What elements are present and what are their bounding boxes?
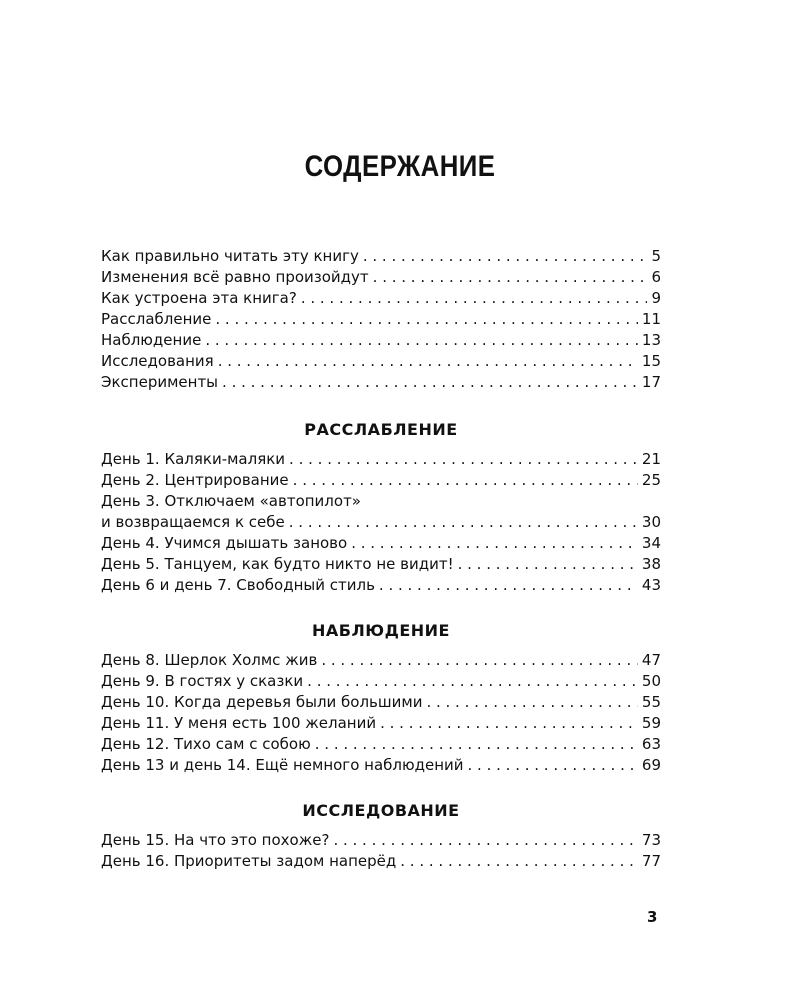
dot-leader — [222, 372, 638, 393]
toc-entry[interactable] — [101, 575, 661, 596]
toc-entry[interactable] — [101, 330, 661, 351]
toc-entry-page: 34 — [641, 534, 661, 552]
dot-leader — [215, 309, 638, 330]
toc-entry[interactable] — [101, 755, 661, 776]
dot-leader — [289, 449, 638, 470]
dot-leader — [301, 288, 648, 309]
toc-entry-page: 55 — [641, 693, 661, 711]
toc-entry-page: 73 — [641, 831, 661, 849]
toc-entry-label: День 15. На что это похоже? — [101, 831, 330, 849]
dot-leader — [315, 734, 638, 755]
section-heading: ИССЛЕДОВАНИЕ — [302, 801, 460, 820]
toc-entry-page: 15 — [641, 352, 661, 370]
toc-entry[interactable] — [101, 830, 661, 851]
toc-entry[interactable] — [101, 713, 661, 734]
dot-leader — [379, 575, 638, 596]
toc-entry-label: День 10. Когда деревья были большими — [101, 693, 423, 711]
toc-entry-page: 38 — [641, 555, 661, 573]
toc-entry-page: 69 — [641, 756, 661, 774]
toc-entry-label: День 9. В гостях у сказки — [101, 672, 304, 690]
dot-leader — [373, 267, 648, 288]
toc-entry[interactable] — [101, 671, 661, 692]
toc-entry-label: Изменения всё равно произойдут — [101, 268, 369, 286]
dot-leader — [458, 554, 638, 575]
dot-leader — [205, 330, 638, 351]
dot-leader — [289, 512, 638, 533]
toc-entry-label-line1[interactable]: День 3. Отключаем «автопилот» — [101, 492, 361, 510]
toc-entry-page: 13 — [641, 331, 661, 349]
toc-entry-label: День 1. Каляки-маляки — [101, 450, 286, 468]
toc-entry-page: 9 — [651, 289, 661, 307]
dot-leader — [363, 246, 648, 267]
dot-leader — [380, 713, 638, 734]
toc-entry[interactable] — [101, 267, 661, 288]
toc-entry-label: Исследования — [101, 352, 214, 370]
toc-entry[interactable] — [101, 351, 661, 372]
toc-entry[interactable] — [101, 554, 661, 575]
toc-entry[interactable] — [101, 372, 661, 393]
toc-entry-page: 11 — [641, 310, 661, 328]
dot-leader — [400, 851, 638, 872]
toc-entry-page: 5 — [651, 247, 661, 265]
page-number: 3 — [647, 908, 658, 926]
toc-entry-page: 21 — [641, 450, 661, 468]
toc-entry-label: День 8. Шерлок Холмс жив — [101, 651, 318, 669]
toc-entry-label: Расслабление — [101, 310, 212, 328]
dot-leader — [426, 692, 637, 713]
toc-entry-label: Как правильно читать эту книгу — [101, 247, 359, 265]
dot-leader — [468, 755, 638, 776]
toc-entry-label: и возвращаемся к себе — [101, 513, 285, 531]
toc-entry-label: День 4. Учимся дышать заново — [101, 534, 348, 552]
toc-entry-page: 47 — [641, 651, 661, 669]
dot-leader — [321, 650, 638, 671]
toc-entry[interactable] — [101, 246, 661, 267]
toc-entry-label: День 5. Танцуем, как будто никто не видит! — [101, 555, 454, 573]
toc-entry-label: День 13 и день 14. Ещё немного наблюдений — [101, 756, 464, 774]
toc-entry[interactable] — [101, 533, 661, 554]
toc-entry-label: День 2. Центрирование — [101, 471, 289, 489]
toc-entry[interactable] — [101, 449, 661, 470]
toc-entry[interactable] — [101, 734, 661, 755]
toc-entry-page: 59 — [641, 714, 661, 732]
toc-entry-page: 50 — [641, 672, 661, 690]
page-title: СОДЕРЖАНИЕ — [304, 150, 496, 183]
toc-entry-label: День 16. Приоритеты задом наперёд — [101, 852, 397, 870]
dot-leader — [333, 830, 637, 851]
dot-leader — [218, 351, 638, 372]
toc-entry-label: День 11. У меня есть 100 желаний — [101, 714, 377, 732]
section-heading: НАБЛЮДЕНИЕ — [312, 621, 450, 640]
toc-entry[interactable] — [101, 470, 661, 491]
toc-entry-page: 25 — [641, 471, 661, 489]
dot-leader — [307, 671, 638, 692]
toc-entry-label: Как устроена эта книга? — [101, 289, 297, 307]
toc-entry[interactable] — [101, 650, 661, 671]
toc-entry[interactable] — [101, 512, 661, 533]
toc-entry-page: 17 — [641, 373, 661, 391]
toc-entry-page: 77 — [641, 852, 661, 870]
toc-entry-label: День 12. Тихо сам с собою — [101, 735, 311, 753]
toc-entry-label: День 6 и день 7. Свободный стиль — [101, 576, 375, 594]
toc-entry[interactable] — [101, 851, 661, 872]
toc-entry[interactable] — [101, 692, 661, 713]
toc-entry-page: 43 — [641, 576, 661, 594]
table-of-contents — [101, 246, 661, 872]
toc-entry-label: Эксперименты — [101, 373, 219, 391]
dot-leader — [351, 533, 638, 554]
toc-entry[interactable] — [101, 309, 661, 330]
toc-entry[interactable] — [101, 288, 661, 309]
dot-leader — [293, 470, 638, 491]
toc-entry-page: 63 — [641, 735, 661, 753]
section-heading: РАССЛАБЛЕНИЕ — [304, 420, 458, 439]
toc-entry-label: Наблюдение — [101, 331, 202, 349]
toc-entry-page: 30 — [641, 513, 661, 531]
toc-entry-page: 6 — [651, 268, 661, 286]
